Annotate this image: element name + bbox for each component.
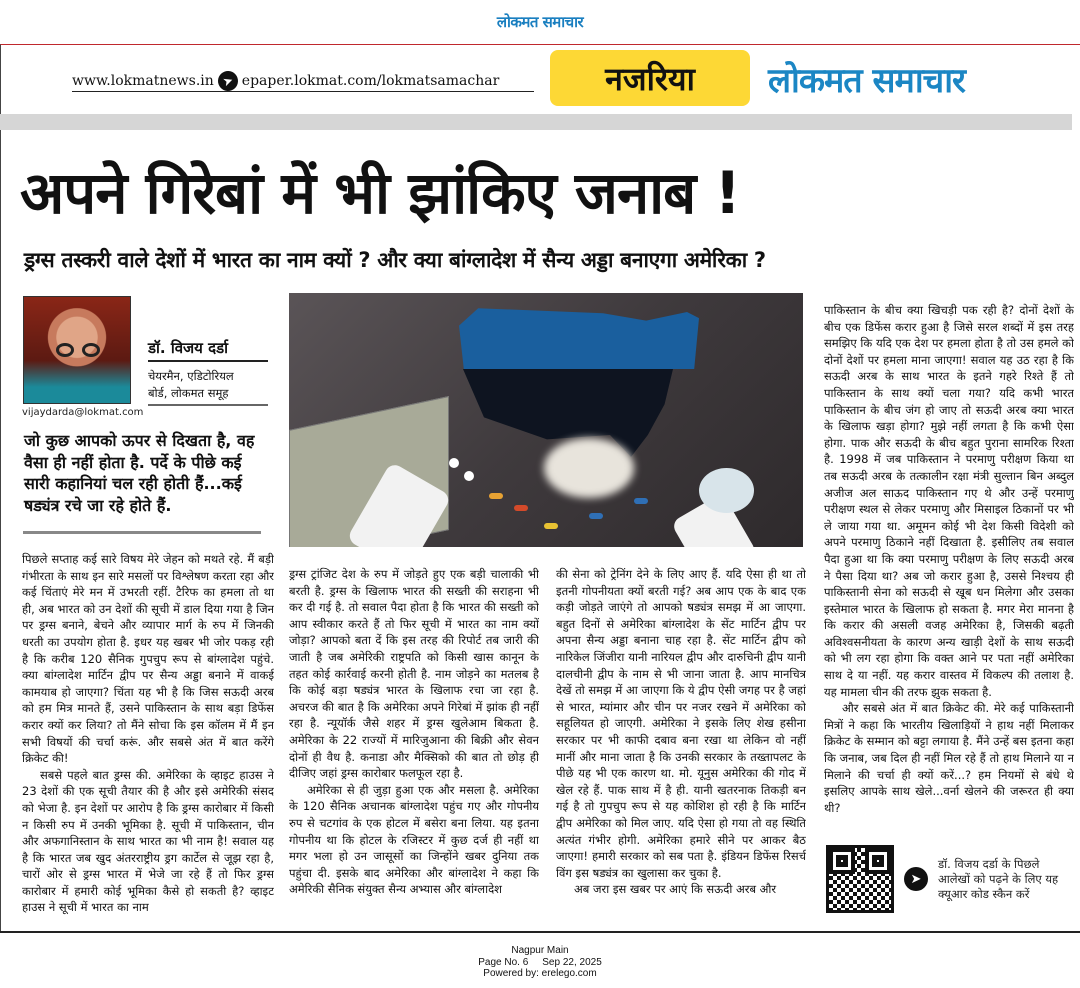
author-photo — [23, 296, 131, 404]
article-photo — [289, 293, 803, 547]
pill-graphic — [544, 523, 558, 529]
pill-graphic — [514, 505, 528, 511]
paragraph: और सबसे अंत में बात क्रिकेट की. मेरे कई पाकिस्तानी मित्रों ने कहा कि भारतीय खिलाड़ियों ने हाथ नहीं मिलाकर क्रिकेट के सम्मान को बट्टा लगाया है. मैंने उन्हें बस इतना कहा कि जनाब, जब दिल ही नहीं मिल रहे हैं तो हाथ मिलाने या न मिलाने की चर्चा ही क्यों करें...? हम नियमों से बंधे थे इसलिए आपके साथ खेले...वर्ना खेलने की जरूरत ही क्या थी? — [824, 701, 1074, 815]
paragraph: सबसे पहले बात ड्रग्स की. अमेरिका के व्हाइट हाउस ने 23 देशों की एक सूची तैयार की है और इसे अमेरिकी संसद को भेजा है. इन देशों पर आरोप है कि ड्रग्स कारोबार में किसी न किसी रुप में उनकी भूमिका है. सूची में पाकिस्तान, चीन और अफगानिस्तान के साथ भारत का भी नाम है! सवाल यह है कि भारत जब खुद अंतरराष्ट्रीय ड्रग कार्टेल से जूझ रहा है, चारों ओर से ड्रग्स भारत में भेजे जा रहे हैं तो फिर ड्रग्स कारोबार में हमारी कोई भूमिका कैसे हो सकती है? व्हाइट हाउस ने सूची में भारत का नाम — [22, 767, 274, 915]
pull-quote-rule — [23, 531, 261, 534]
cursor-click-icon: ➤ — [904, 867, 928, 891]
paragraph: अमेरिका से ही जुड़ा हुआ एक और मसला है. अमेरिका के 120 सैनिक अचानक बांग्लादेश पहुंच गए और गोपनीय रुप से चटगांव के एक होटल में बसेरा बना लिया. यह इतना गोपनीय था कि होटल के रजिस्टर में कुछ दर्ज ही नहीं था मगर भला हो उन जासूसों का जिन्होंने खबर दुनिया तक पहुंचा दी. इसके बाद अमेरिका और बांग्लादेश ने कहा कि अमेरिकी सैनिक संयुक्त सैन्य अभ्यास और बांग्लादेश — [289, 782, 539, 897]
article-column-2 — [289, 566, 539, 926]
article-column-1 — [22, 551, 274, 921]
pill-graphic — [634, 498, 648, 504]
masthead-logo: लोकमत समाचार — [768, 61, 965, 101]
site-url-link[interactable]: www.lokmatnews.in — [72, 72, 214, 89]
pill-graphic — [589, 513, 603, 519]
cursor-click-icon: ➤ — [215, 68, 241, 94]
author-title-line: चेयरमैन, एडिटोरियल — [148, 369, 234, 383]
article-column-3 — [556, 566, 806, 926]
epaper-url-link[interactable]: epaper.lokmat.com/lokmatsamachar — [241, 72, 500, 89]
pill-graphic — [449, 458, 459, 468]
powered-by-link[interactable]: Powered by: erelego.com — [483, 968, 597, 979]
edition-label: Nagpur Main — [511, 945, 569, 956]
powder-graphic — [544, 438, 634, 498]
paragraph: ड्रग्स ट्रांजिट देश के रुप में जोड़ते हुए एक बड़ी चालाकी भी बरती है. ड्रग्स के खिलाफ भारत की सख्ती की सराहना भी कर दी गई है. तो सवाल पैदा होता है कि भारत की सख्ती को आप स्वीकार करते हैं तो फिर सूची में भारत का नाम क्यों जोड़ा? आपको बता दें कि इस तरह की रिपोर्ट तब जारी की जाती है जब अमेरिकी राष्ट्रपति को किसी खास कानून के तहत कोई कार्रवाई करनी होती है. नाम जोड़ने का मतलब है कि कोई बड़ा षड्यंत्र भारत के खिलाफ रचा जा रहा है. अचरज की बात है कि अमेरिका अपने गिरेबां में झांक ही नहीं रहा है. न्यूयॉर्क जैसे शहर में ड्रग्स खुलेआम बिकता है. अमेरिका के 22 राज्यों में मारिजुआना की बिक्री और सेवन दोनों ही वैध है. कनाडा और मैक्सिको की बात तो छोड़ ही दीजिए जहां ड्रग्स कारोबार फलफूल रहा है. — [289, 567, 539, 781]
page-number: Page No. 6 — [478, 956, 529, 968]
paragraph: पिछले सप्ताह कई सारे विषय मेरे जेहन को मथते रहे. मैं बड़ी गंभीरता के साथ इन सारे मसलों पर विश्लेषण करता रहा और कई चिंताएं मेरे मन में उभरती रहीं. टैरिफ का हमला तो था ही, अब भारत को उन देशों की सूची में डाल दिया गया है जिन पर ड्रग्स बनाने, बेचने और व्यापार मार्ग के रुप में जिनकी धरती का उपयोग होता है. इधर यह खबर भी जोर पकड़ रही है कि करीब 120 सैनिक गुपचुप रूप से बांग्लादेश पहुंचे. क्या बांग्लादेश मार्टिन द्वीप पर सैन्य अड्डा बनाने में वाकई कामयाब हो जाएगा? चिंता यह भी है कि जिस सऊदी अरब को हम मित्र मानते हैं, उसने पाकिस्तान के साथ बड़ा डिफेंस करार क्यों कर लिया? तो मैंने सोचा कि इस कॉलम में मैं इन सभी विषयों की चर्चा करूं. और सबसे अंत में बात करेंगे क्रिकेट की! — [22, 552, 274, 766]
paragraph: की सेना को ट्रेनिंग देने के लिए आए हैं. यदि ऐसा ही था तो इतनी गोपनीयता क्यों बरती गई? अब आप एक के बाद एक कड़ी जोड़ते जाएंगे तो आपको षड्यंत्र समझ में आ जाएगा. बहुत दिनों से अमेरिका बांग्लादेश के सेंट मार्टिन द्वीप पर अपना सैन्य अड्डा बनाना चाह रहा है. सेंट मार्टिन द्वीप को नारिकेल जिंजीरा यानी नारियल द्वीप और दारुचिनी द्वीप यानी दालचीनी द्वीप के नाम से भी जाना जाता है. आप मानचित्र देखें तो समझ में आ जाएगा कि ये द्वीप ऐसी जगह पर है जहां से भारत, म्यांमार और चीन पर नजर रखने में अमेरिका को सहूलियत हो जाएगी. अमेरिका ने इसके लिए शेख हसीना सरकार पर भी काफी दबाव बना रखा था लेकिन वो नहीं मानीं और माना जाता है कि उनकी सरकार के तख्तापलट के पीछे यह भी एक कारण था. मो. यूनुस अमेरिका की गोद में खेल रहे हैं. पाक साथ में है ही. यानी खतरनाक तिकड़ी बन गई है तो गुपचुप रूप से यह कोशिश हो रही है कि मार्टिन द्वीप अमेरिका को मिल जाए. यदि ऐसा हो गया तो वह स्थिति अत्यंत गंभीर होगी. अमेरिका हमारे सीने पर आकर बैठ जाएगा! हमारी सरकार को सब पता है. इंडियन डिफेंस रिसर्च विंग इस षड्यंत्र का खुलासा कर चुका है. — [556, 567, 806, 880]
section-badge: नजरिया — [550, 50, 750, 106]
author-title — [148, 368, 268, 406]
top-brand-logo: लोकमत समाचार — [496, 13, 584, 31]
qr-block — [826, 842, 1076, 916]
glasses-graphic — [56, 343, 100, 357]
pill-graphic — [464, 471, 474, 481]
qr-caption: डॉ. विजय दर्डा के पिछले आलेखों को पढ़ने के लिए यह क्यूआर कोड स्कैन करें — [938, 856, 1059, 901]
article-subheadline: ड्रग्स तस्करी वाले देशों में भारत का नाम क्यों ? और क्या बांग्लादेश में सैन्य अड्डा बनाएगा अमेरिका ? — [24, 248, 766, 272]
author-name: डॉ. विजय दर्डा — [148, 338, 268, 362]
url-bar — [72, 70, 534, 92]
usa-map-graphic — [459, 307, 699, 457]
page-date: Sep 22, 2025 — [542, 956, 602, 968]
author-title-line: बोर्ड, लोकमत समूह — [148, 386, 229, 400]
paragraph: अब जरा इस खबर पर आएं कि सऊदी अरब और — [574, 882, 777, 897]
article-column-4 — [824, 302, 1074, 832]
author-email[interactable]: vijaydarda@lokmat.com — [22, 407, 144, 418]
pill-bottle-graphic — [699, 468, 754, 513]
pill-graphic — [489, 493, 503, 499]
paragraph: पाकिस्तान के बीच क्या खिचड़ी पक रही है? दोनों देशों के बीच एक डिफेंस करार हुआ है जिसे सरल शब्दों में इस तरह समझिए कि यदि एक देश पर हमला होता है तो उस हमले को दोनों देशों पर हमला माना जाएगा! सवाल यह उठ रहा है कि सऊदी अरब के साथ भारत के इतने गहरे रिश्ते हैं तो पाकिस्तान के साथ क्यों चला गया? यदि कभी भारत पाकिस्तान के बीच जंग हो जाए तो सऊदी अरब क्या भारत के खिलाफ खड़ा होगा? मुझे नहीं लगता है कि कभी ऐसा होगा. पाक और सऊदी के बीच बहुत पुराना सामरिक रिश्ता है. 1998 में जब पाकिस्तान ने परमाणु परीक्षण किया था तब सऊदी अरब के तत्कालीन रक्षा मंत्री सुल्तान बिन अब्दुल अजीज अल साऊद पाकिस्तान गए थे और उन्हें परमाणु परीक्षण स्थल से लेकर परमाणु और मिसाइल ठिकानों पर भी ले जाया गया था. अमूमन कोई भी देश किसी विदेशी को अपने परमाणु ठिकाने नहीं दिखाता है. इसीलिए तब सवाल पैदा हुआ था कि क्या परमाणु परीक्षण के लिए सऊदी अरब ने पैसा दिया था? अब जो करार हुआ है, उससे निश्चय ही पाकिस्तानी सेना को सऊदी से खूब धन मिलेगा और उसका इस्तेमाल भारत के खिलाफ हो सकता है. मगर मेरा मानना है कि करार की असली वजह अमेरिका है, जिसकी बढ़ती अविश्वसनीयता के कारण अन्य खाड़ी देशों के साथ सऊदी को भी लग रहा होगा कि वक्त आने पर पता नहीं अमेरिका साथ दे या नहीं. यह करार वास्तव में विकल्प की तलाश है. यह मामला चीन की तरफ झुक सकता है. — [824, 303, 1074, 699]
bottom-rule — [0, 931, 1080, 933]
qr-code-icon[interactable] — [826, 845, 894, 913]
pull-quote: जो कुछ आपको ऊपर से दिखता है, वह वैसा ही नहीं होता है. पर्दे के पीछे कई सारी कहानियां चल रही होती हैं...कई षड्यंत्र रचे जा रहे होते हैं. — [24, 431, 255, 515]
page-footer — [0, 945, 1080, 980]
article-headline: अपने गिरेबां में भी झांकिए जनाब ! — [20, 159, 740, 227]
header-divider-bar — [0, 114, 1072, 130]
